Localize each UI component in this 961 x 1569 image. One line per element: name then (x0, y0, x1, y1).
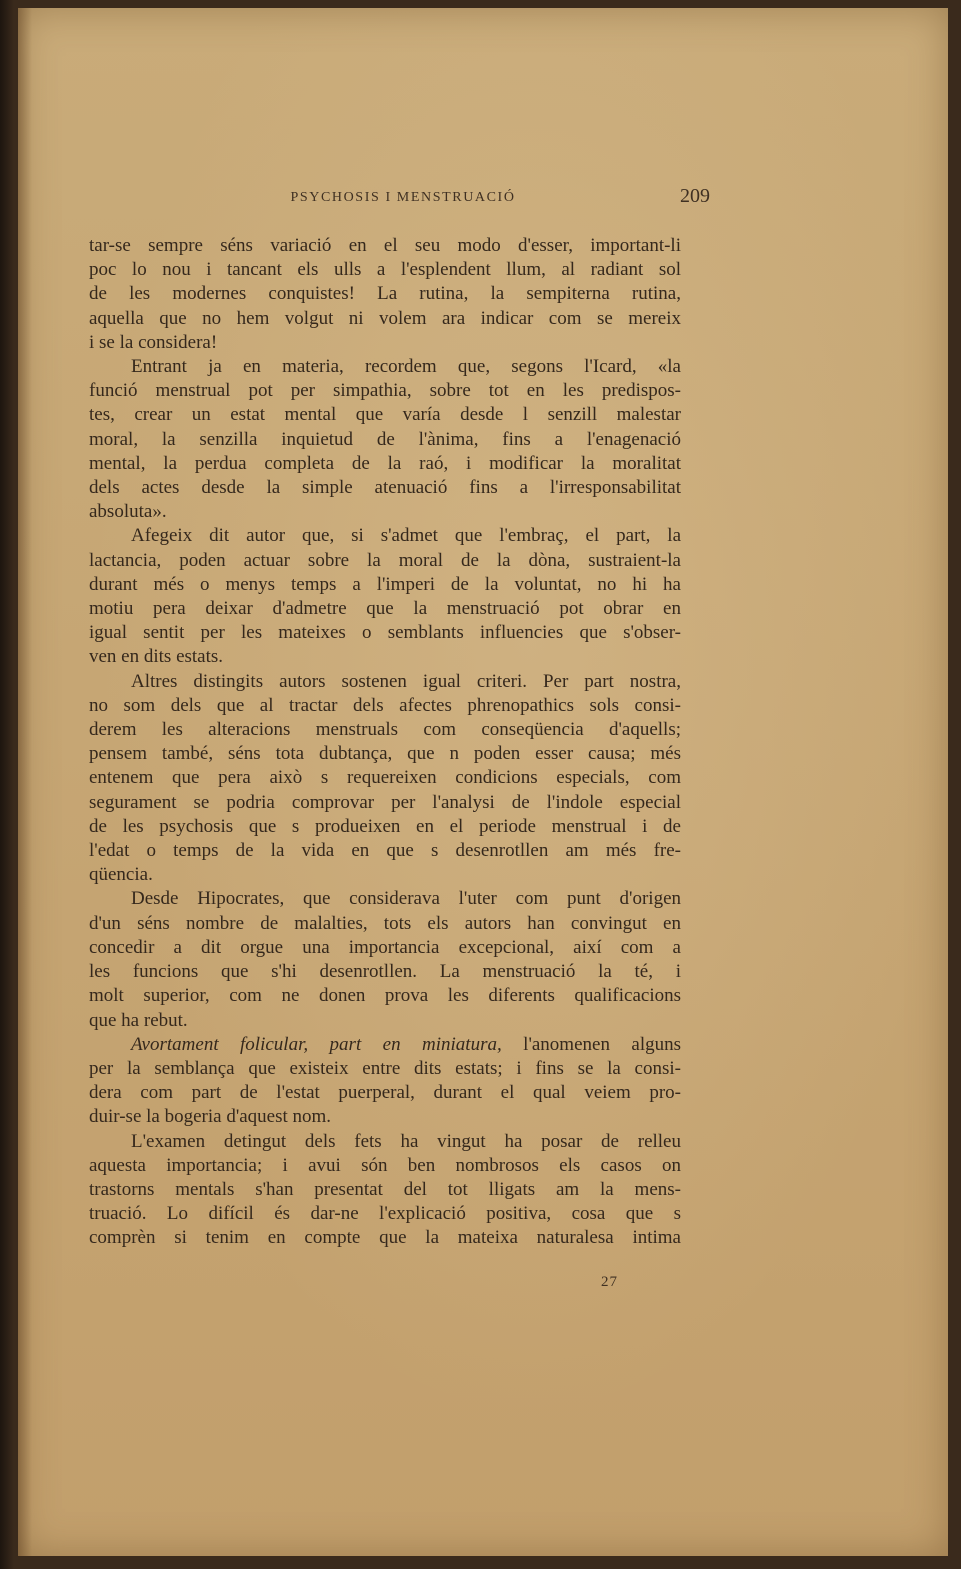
text-line: dels actes desde la simple atenuació fins a l'irresponsabilitat (89, 477, 681, 499)
text-line: dera com part de l'estat puerperal, durant el qual veiem pro- (89, 1082, 681, 1104)
text-line: motiu pera deixar d'admetre que la menstruació pot obrar en (89, 598, 681, 620)
text-line: molt superior, com ne donen prova les diferents qualificacions (89, 985, 681, 1007)
paragraph-start-line: Afegeix dit autor que, si s'admet que l'embraç, el part, la (131, 525, 681, 547)
scan-edge (0, 0, 14, 1569)
text-line: ven en dits estats. (89, 646, 224, 668)
paragraph-start-line: Desde Hipocrates, que considerava l'uter com punt d'origen (131, 888, 681, 910)
text-line: comprèn si tenim en compte que la mateixa naturalesa intima (89, 1227, 681, 1249)
text-line: les funcions que s'hi desenrotllen. La menstruació la té, i (89, 961, 681, 983)
italic-phrase: Avortament folicular, part en miniatura, (131, 1033, 502, 1055)
text-line: absoluta». (89, 501, 167, 523)
line-continuation: l'anomenen alguns (501, 1033, 681, 1055)
text-line: moral, la senzilla inquietud de l'ànima, fins a l'enagenació (89, 428, 681, 450)
text-line: trastorns mentals s'han presentat del tot lligats am la mens- (89, 1178, 681, 1200)
text-line: de les psychosis que s produeixen en el periode menstrual i de (89, 815, 681, 837)
page-number: 209 (680, 185, 710, 207)
text-line: tes, crear un estat mental que varía desde l senzill malestar (89, 404, 681, 426)
text-line: poc lo nou i tancant els ulls a l'esplendent llum, al radiant sol (89, 259, 681, 281)
book-page (18, 8, 948, 1556)
text-line: entenem que pera això s requereixen condicions especials, com (89, 767, 681, 789)
text-line: de les modernes conquistes! La rutina, la sempiterna rutina, (89, 283, 681, 305)
paragraph-start-line: Entrant ja en materia, recordem que, segons l'Icard, «la (131, 356, 681, 378)
running-head (88, 186, 718, 210)
signature-mark: 27 (601, 1274, 618, 1290)
text-line: lactancia, poden actuar sobre la moral de la dòna, sustraient-la (89, 549, 681, 571)
text-line: d'un séns nombre de malalties, tots els autors han convingut en (89, 912, 681, 934)
paragraph-start-line (89, 1033, 681, 1057)
text-line: no som dels que al tractar dels afectes phrenopathics sols consi- (89, 694, 681, 716)
body-text (89, 234, 681, 1251)
text-line: funció menstrual pot per simpathia, sobre tot en les predispos- (89, 380, 681, 402)
text-line: concedir a dit orgue una importancia excepcional, així com a (89, 936, 681, 958)
text-line: pensem també, séns tota dubtança, que n poden esser causa; més (89, 743, 681, 765)
page-gutter-shadow (18, 8, 32, 1556)
text-line: truació. Lo difícil és dar-ne l'explicació positiva, cosa que s (89, 1203, 681, 1225)
text-line: aquesta importancia; i avui són ben nombrosos els casos on (89, 1154, 681, 1176)
text-line: per la semblança que existeix entre dits estats; i fins se la consi- (89, 1057, 681, 1079)
running-title: PSYCHOSIS I MENSTRUACIÓ (290, 190, 516, 205)
text-line: l'edat o temps de la vida en que s desenrotllen am més fre- (89, 840, 681, 862)
text-line: que ha rebut. (89, 1009, 188, 1031)
text-line: igual sentit per les mateixes o semblants influencies que s'obser- (89, 622, 681, 644)
text-line: aquella que no hem volgut ni volem ara indicar com se mereix (89, 307, 681, 329)
text-line: i se la considera! (89, 331, 218, 353)
text-line: tar-se sempre séns variació en el seu modo d'esser, important-li (89, 235, 681, 256)
text-line: durant més o menys temps a l'imperi de la voluntat, no hi ha (89, 573, 681, 595)
text-line: mental, la perdua completa de la raó, i modificar la moralitat (89, 452, 681, 474)
text-line: qüencia. (89, 864, 153, 886)
text-line: segurament se podria comprovar per l'analysi de l'indole especial (89, 791, 681, 813)
text-line: derem les alteracions menstruals com conseqüencia d'aquells; (89, 719, 681, 741)
paragraph-start-line: L'examen detingut dels fets ha vingut ha posar de relleu (131, 1130, 681, 1152)
text-line: duir-se la bogeria d'aquest nom. (89, 1106, 332, 1128)
paragraph-start-line: Altres distingits autors sostenen igual criteri. Per part nostra, (131, 670, 681, 692)
